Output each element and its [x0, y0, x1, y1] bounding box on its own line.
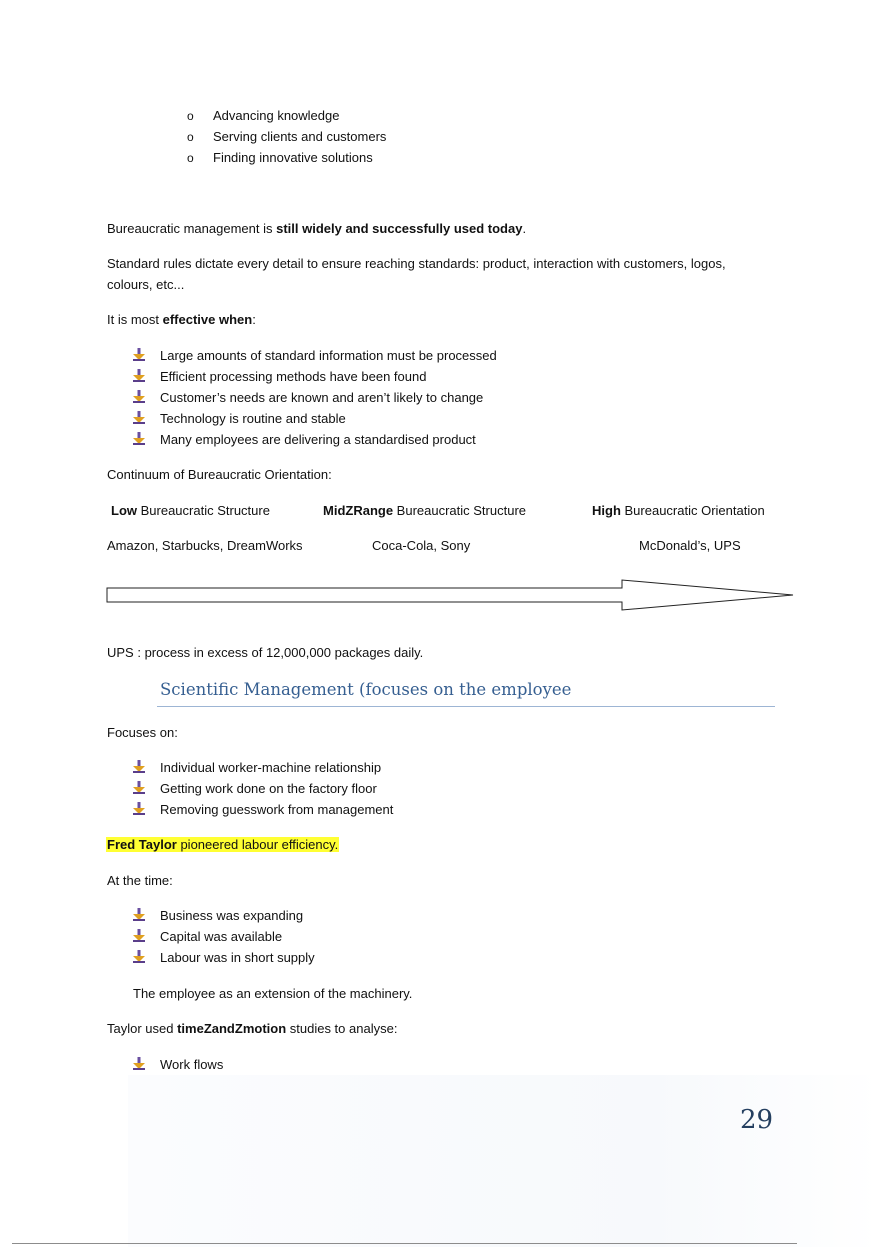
- section-heading: Scientific Management (focuses on the employee: [160, 680, 572, 699]
- list-item: Business was expanding: [160, 908, 304, 923]
- arrow-bullet-icon: [133, 950, 145, 964]
- continuum-mid-examples: Coca-Cola, Sony: [372, 538, 471, 553]
- continuum-title: Continuum of Bureaucratic Orientation:: [107, 467, 332, 482]
- arrow-bullet-icon: [133, 432, 145, 446]
- arrow-bullet-icon: [133, 760, 145, 774]
- at-time-label: At the time:: [107, 873, 173, 888]
- taylor-highlight: Fred Taylor pioneered labour efficiency.: [107, 837, 339, 852]
- focuses-label: Focuses on:: [107, 725, 178, 740]
- list-item: Customer’s needs are known and aren’t likely to change: [160, 390, 484, 405]
- arrow-bullet-icon: [133, 802, 145, 816]
- ups-note: UPS : process in excess of 12,000,000 packages daily.: [107, 645, 424, 660]
- list-item: Work flows: [160, 1057, 224, 1072]
- paragraph: Bureaucratic management is still widely and successfully used today.: [107, 221, 527, 236]
- paragraph: It is most effective when:: [107, 312, 256, 327]
- page-number: 29: [740, 1105, 774, 1135]
- list-item: Capital was available: [160, 929, 283, 944]
- list-item: Technology is routine and stable: [160, 411, 346, 426]
- arrow-bullet-icon: [133, 369, 145, 383]
- arrow-bullet-icon: [133, 348, 145, 362]
- arrow-bullet-icon: [133, 929, 145, 943]
- list-item: Many employees are delivering a standardised product: [160, 432, 476, 447]
- arrow-bullet-icon: [133, 908, 145, 922]
- list-item: Removing guesswork from management: [160, 802, 394, 817]
- list-item: Serving clients and customers: [213, 129, 387, 144]
- continuum-arrow: [104, 576, 798, 616]
- arrow-bullet-icon: [133, 781, 145, 795]
- taylor-used-paragraph: Taylor used timeZandZmotion studies to analyse:: [107, 1021, 398, 1036]
- continuum-low-label: Low Bureaucratic Structure: [111, 503, 270, 518]
- list-item: Large amounts of standard information must be processed: [160, 348, 497, 363]
- heading-rule: [157, 706, 775, 707]
- arrow-bullet-icon: [133, 1057, 145, 1071]
- continuum-low-examples: Amazon, Starbucks, DreamWorks: [107, 538, 303, 553]
- list-marker: o: [187, 151, 194, 165]
- list-marker: o: [187, 109, 194, 123]
- continuum-high-label: High Bureaucratic Orientation: [592, 503, 765, 518]
- arrow-bullet-icon: [133, 390, 145, 404]
- list-item: Finding innovative solutions: [213, 150, 373, 165]
- footer-line: [12, 1243, 797, 1244]
- list-item: Labour was in short supply: [160, 950, 315, 965]
- arrow-bullet-icon: [133, 411, 145, 425]
- continuum-mid-label: MidZRange Bureaucratic Structure: [323, 503, 527, 518]
- page-shade: [128, 1075, 880, 1247]
- list-item: Individual worker-machine relationship: [160, 760, 382, 775]
- list-item: Getting work done on the factory floor: [160, 781, 377, 796]
- list-marker: o: [187, 130, 194, 144]
- paragraph-line: Standard rules dictate every detail to ensure reaching standards: product, interaction with customers, logos,: [107, 256, 726, 271]
- employee-line: The employee as an extension of the machinery.: [133, 986, 413, 1001]
- list-item: Advancing knowledge: [213, 108, 340, 123]
- list-item: Efficient processing methods have been found: [160, 369, 427, 384]
- paragraph-line: colours, etc...: [107, 277, 185, 292]
- continuum-high-examples: McDonald’s, UPS: [639, 538, 741, 553]
